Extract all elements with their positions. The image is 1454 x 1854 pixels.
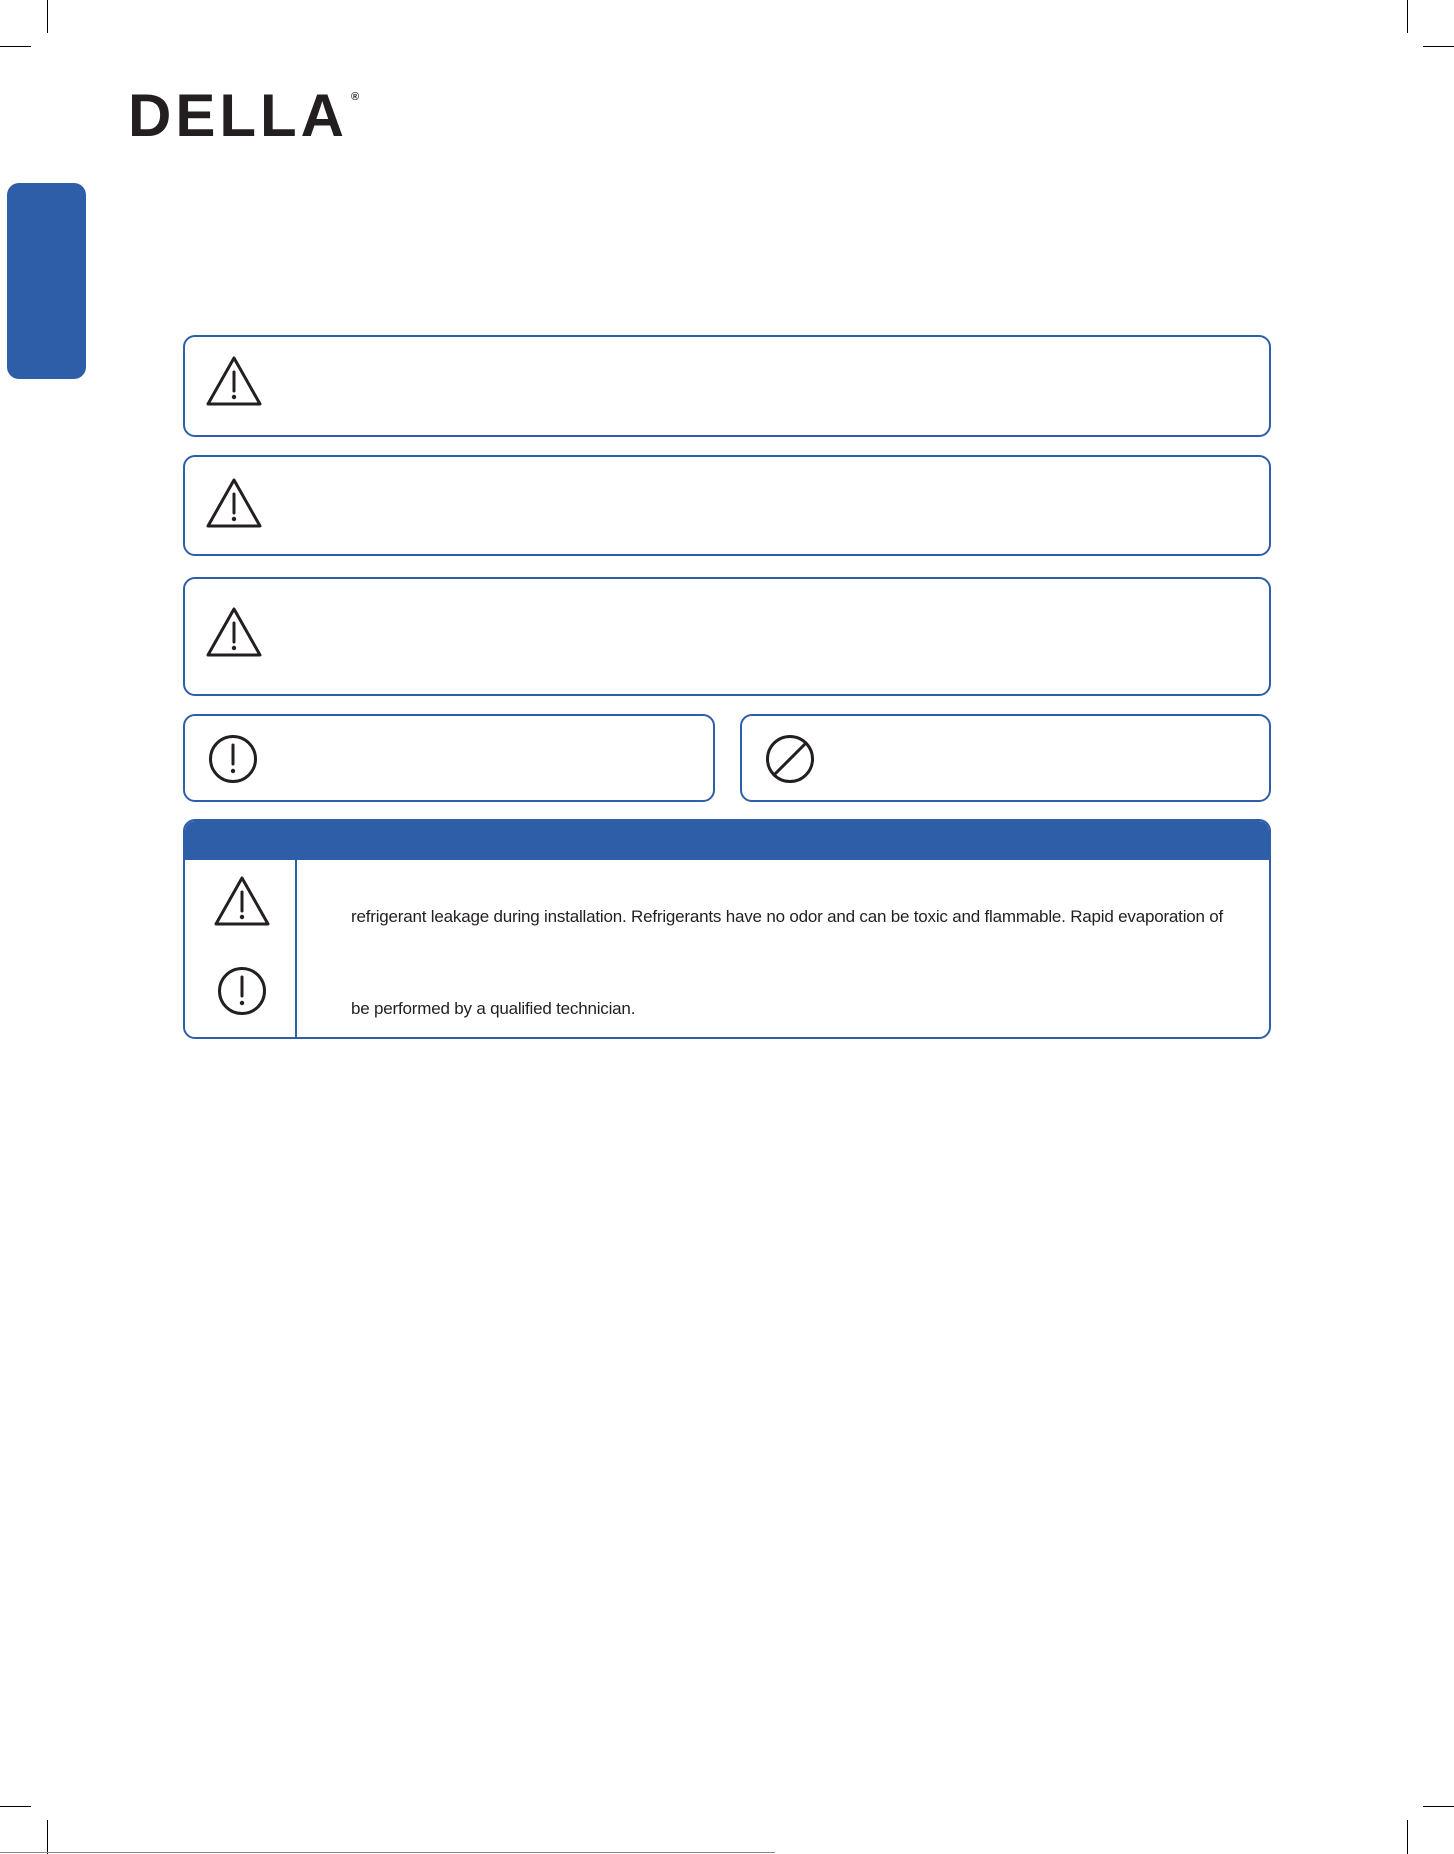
mandatory-box	[183, 714, 715, 802]
crop-mark-bottom-left-h	[0, 1806, 31, 1807]
registered-mark: ®	[350, 91, 360, 103]
warning-triangle-icon	[205, 477, 263, 534]
warning-triangle-icon	[205, 606, 263, 663]
warning-box-3	[183, 577, 1271, 696]
prohibited-box	[740, 714, 1271, 802]
table-text-line-1: refrigerant leakage during installation. Refrigerants have no odor and can be toxic and flammable. Rapid evaporation of	[351, 907, 1224, 926]
prohibited-icon	[765, 734, 815, 789]
table-header-bar	[185, 821, 1269, 860]
crop-mark-top-left-v	[47, 0, 48, 33]
mandatory-exclamation-icon	[208, 734, 258, 789]
warning-box-2	[183, 455, 1271, 556]
crop-mark-top-right-v	[1407, 0, 1408, 33]
section-side-tab	[7, 183, 86, 379]
crop-mark-bottom-right-h	[1423, 1806, 1454, 1807]
table-column-divider	[295, 860, 297, 1037]
mandatory-exclamation-icon	[217, 966, 267, 1021]
refrigerant-warning-table	[183, 819, 1271, 1039]
warning-box-1	[183, 335, 1271, 437]
warning-triangle-icon	[205, 355, 263, 412]
crop-mark-top-left-h	[0, 46, 31, 47]
crop-mark-bottom-right-v	[1407, 1820, 1408, 1854]
bottom-rule	[0, 1852, 775, 1853]
warning-triangle-icon	[213, 875, 271, 932]
brand-logo	[128, 82, 360, 149]
crop-mark-top-right-h	[1423, 46, 1454, 47]
crop-mark-bottom-left-v	[47, 1820, 48, 1854]
brand-logo-text: DELLA	[128, 82, 348, 149]
table-text-line-2: be performed by a qualified technician.	[351, 999, 636, 1018]
